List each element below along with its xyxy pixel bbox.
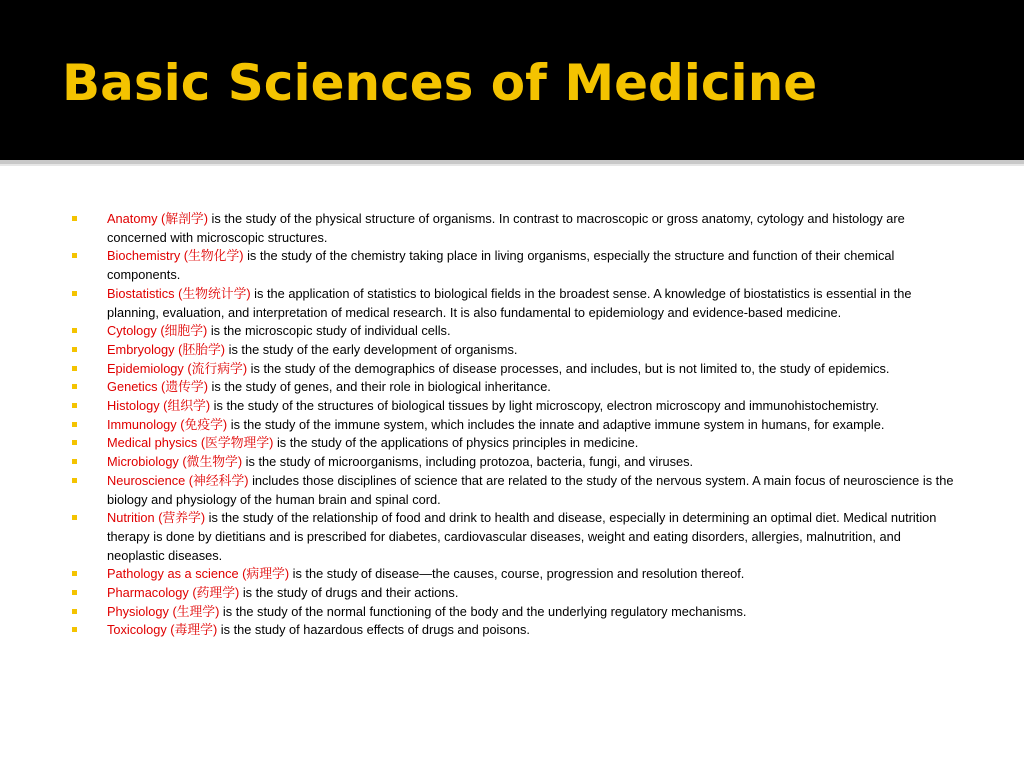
square-bullet-icon: [72, 291, 77, 296]
item-description: is the study of the chemistry taking place in living organisms, especially the structure and function of their chemical components.: [107, 248, 895, 283]
item-term: Physiology (生理学): [107, 603, 220, 619]
item-term: Anatomy (解剖学): [107, 211, 208, 226]
item-description: is the study of the immune system, which includes the innate and adaptive immune system in humans, for example.: [227, 416, 885, 432]
item-description: is the application of statistics to biological fields in the broadest sense. A knowledge of biostatistics is essential in the planning, evaluation, and interpretation of medical research. It is also fundamental to epidemiology and evidence-based medicine.: [107, 285, 912, 320]
item-description: includes those disciplines of science that are related to the study of the nervous system. A main focus of neuroscience is the biology and physiology of the human brain and spinal cord.: [107, 472, 954, 507]
list-item: [72, 565, 962, 584]
list-item: [72, 285, 962, 322]
item-description: is the study of the early development of organisms.: [225, 341, 518, 357]
square-bullet-icon: [72, 328, 77, 333]
list-item: [72, 247, 962, 284]
list-item: [72, 322, 962, 341]
list-item: [72, 603, 962, 622]
square-bullet-icon: [72, 609, 77, 614]
square-bullet-icon: [72, 478, 77, 483]
item-description: is the study of the physical structure of organisms. In contrast to macroscopic or gross anatomy, cytology and histology are concerned with microscopic structures.: [107, 211, 905, 245]
square-bullet-icon: [72, 459, 77, 464]
list-item: [72, 360, 962, 379]
item-description: is the microscopic study of individual cells.: [207, 323, 451, 339]
item-description: is the study of the relationship of food and drink to health and disease, especially in determining an optimal diet. Medical nutrition therapy is done by dietitians and is prescribed for diabetes, cardiovascular diseases, weight and eating disorders, allergies, malnutrition, and neoplastic diseases.: [107, 510, 937, 563]
item-term: Microbiology (微生物学): [107, 454, 243, 470]
square-bullet-icon: [72, 384, 77, 389]
list-item: [72, 378, 962, 397]
item-term: Histology (组织学): [107, 398, 211, 414]
item-description: is the study of hazardous effects of drugs and poisons.: [217, 622, 530, 638]
item-description: is the study of disease—the causes, course, progression and resolution thereof.: [289, 566, 745, 582]
divider-line-highlight: [0, 164, 1024, 166]
item-term: Epidemiology (流行病学): [107, 360, 248, 376]
item-term: Genetics (遗传学): [107, 379, 208, 395]
list-item: [72, 472, 962, 509]
item-term: Pathology as a science (病理学): [107, 566, 290, 582]
square-bullet-icon: [72, 216, 77, 221]
square-bullet-icon: [72, 366, 77, 371]
list-item: [72, 416, 962, 435]
item-term: Pharmacology (药理学): [107, 585, 240, 601]
square-bullet-icon: [72, 515, 77, 520]
square-bullet-icon: [72, 571, 77, 576]
list-item: [72, 509, 962, 565]
square-bullet-icon: [72, 440, 77, 445]
list-item: [72, 210, 962, 247]
square-bullet-icon: [72, 347, 77, 352]
item-description: is the study of the normal functioning of the body and the underlying regulatory mechanisms.: [219, 603, 747, 619]
item-term: Toxicology (毒理学): [107, 622, 218, 638]
sciences-list: [72, 210, 962, 640]
item-term: Nutrition (营养学): [107, 510, 206, 526]
item-description: is the study of genes, and their role in biological inheritance.: [207, 379, 551, 395]
list-item: [72, 453, 962, 472]
list-item: [72, 341, 962, 360]
title-bar: [0, 0, 1024, 160]
item-description: is the study of the applications of physics principles in medicine.: [273, 435, 639, 451]
square-bullet-icon: [72, 403, 77, 408]
list-item: [72, 621, 962, 640]
item-term: Neuroscience (神经科学): [107, 472, 249, 488]
item-description: is the study of the structures of biological tissues by light microscopy, electron microscopy and immunohistochemistry.: [210, 398, 879, 414]
item-description: is the study of microorganisms, including protozoa, bacteria, fungi, and viruses.: [242, 454, 694, 470]
square-bullet-icon: [72, 627, 77, 632]
square-bullet-icon: [72, 422, 77, 427]
list-item: [72, 584, 962, 603]
list-item: [72, 397, 962, 416]
item-term: Biostatistics (生物统计学): [107, 285, 251, 301]
list-item: [72, 434, 962, 453]
item-term: Immunology (免疫学): [107, 416, 228, 432]
item-term: Biochemistry (生物化学): [107, 248, 244, 264]
item-term: Cytology (细胞学): [107, 323, 208, 339]
square-bullet-icon: [72, 590, 77, 595]
item-description: is the study of the demographics of disease processes, and includes, but is not limited to, the study of epidemics.: [247, 360, 890, 376]
item-description: is the study of drugs and their actions.: [239, 585, 459, 601]
page-title: Basic Sciences of Medicine: [62, 54, 818, 112]
square-bullet-icon: [72, 253, 77, 258]
item-term: Medical physics (医学物理学): [107, 435, 274, 451]
item-term: Embryology (胚胎学): [107, 341, 226, 357]
